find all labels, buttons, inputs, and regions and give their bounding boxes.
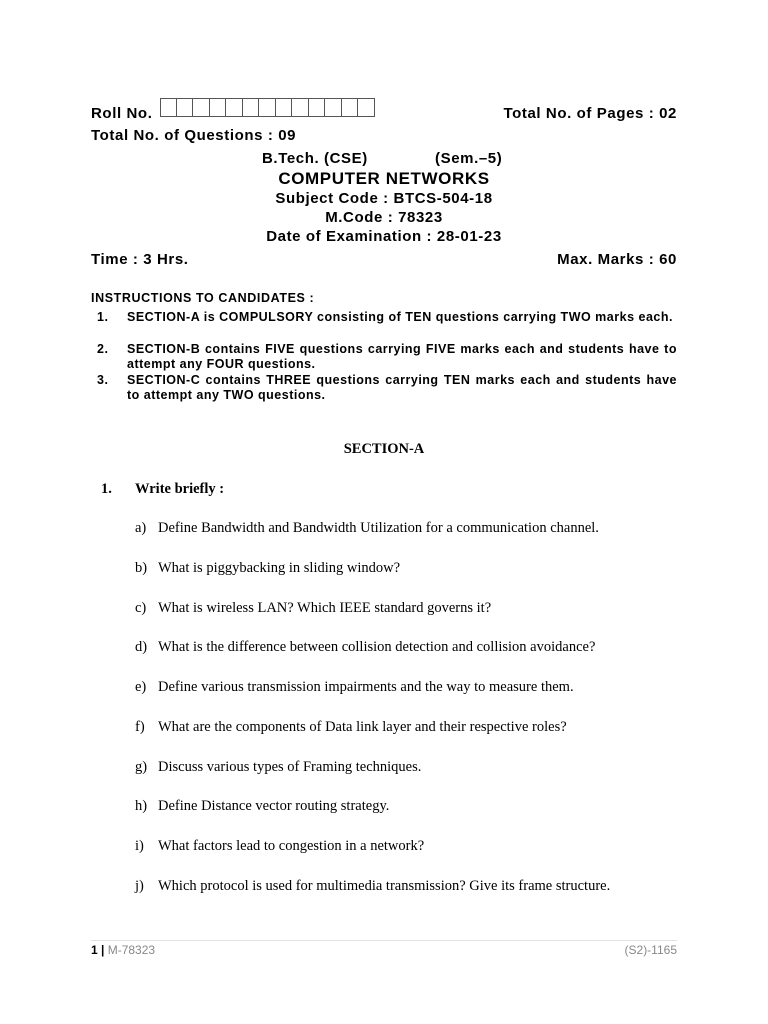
- m-code: M.Code : 78323: [325, 209, 443, 226]
- roll-no-box: [259, 98, 276, 117]
- sub-question: [135, 719, 567, 736]
- sub-question-label: d): [135, 639, 148, 655]
- question-title: Write briefly :: [135, 481, 225, 497]
- instruction-number: 3.: [97, 373, 109, 387]
- roll-no-box: [210, 98, 227, 117]
- sub-question-text: Discuss various types of Framing techniques.: [158, 759, 422, 775]
- roll-no-box: [243, 98, 260, 117]
- sub-question: [135, 759, 421, 776]
- sub-question-label: h): [135, 798, 148, 814]
- sub-question-label: c): [135, 600, 147, 616]
- instruction-text: SECTION-C contains THREE questions carrying TEN marks each and students have to attempt any TWO questions.: [127, 373, 677, 402]
- subject-code: Subject Code : BTCS-504-18: [275, 190, 493, 207]
- roll-no-box: [177, 98, 194, 117]
- instructions-heading: INSTRUCTIONS TO CANDIDATES :: [91, 291, 315, 305]
- max-marks: Max. Marks : 60: [557, 251, 677, 268]
- sub-question-label: e): [135, 679, 147, 695]
- sub-question-label: a): [135, 520, 147, 536]
- subject-title: COMPUTER NETWORKS: [278, 169, 490, 188]
- sub-question-text: What is wireless LAN? Which IEEE standard governs it?: [158, 600, 492, 616]
- sub-question-label: f): [135, 719, 145, 735]
- roll-no-label: Roll No.: [91, 105, 153, 122]
- sub-question-label: b): [135, 560, 148, 576]
- semester: (Sem.–5): [435, 150, 503, 167]
- sub-question-text: What is the difference between collision detection and collision avoidance?: [158, 639, 596, 655]
- section-a-title: SECTION-A: [343, 441, 425, 457]
- roll-no-box: [160, 98, 177, 117]
- sub-question: [135, 639, 595, 656]
- sub-question-label: j): [135, 878, 144, 894]
- roll-no-boxes: [160, 98, 375, 117]
- time: Time : 3 Hrs.: [91, 251, 189, 268]
- sub-question-text: What factors lead to congestion in a network?: [158, 838, 425, 854]
- sub-question-text: Which protocol is used for multimedia transmission? Give its frame structure.: [158, 878, 611, 894]
- sub-question: [135, 878, 610, 895]
- total-pages: Total No. of Pages : 02: [503, 105, 677, 122]
- roll-no-box: [292, 98, 309, 117]
- instruction-number: 1.: [97, 310, 109, 324]
- sub-question-text: What are the components of Data link layer and their respective roles?: [158, 719, 567, 735]
- sub-question-text: What is piggybacking in sliding window?: [158, 560, 401, 576]
- roll-no-box: [309, 98, 326, 117]
- footer-code-right: (S2)-1165: [624, 943, 677, 957]
- sub-question-text: Define various transmission impairments and the way to measure them.: [158, 679, 574, 695]
- course: B.Tech. (CSE): [262, 150, 368, 167]
- sub-question: [135, 560, 400, 577]
- roll-no-box: [342, 98, 359, 117]
- exam-date: Date of Examination : 28-01-23: [266, 228, 502, 245]
- sub-question: [135, 838, 424, 855]
- sub-question-text: Define Distance vector routing strategy.: [158, 798, 390, 814]
- sub-question-text: Define Bandwidth and Bandwidth Utilization for a communication channel.: [158, 520, 599, 536]
- roll-no-box: [325, 98, 342, 117]
- footer-left: [91, 943, 155, 957]
- sub-question: [135, 798, 389, 815]
- sub-question: [135, 600, 491, 617]
- roll-no-box: [226, 98, 243, 117]
- sub-question: [135, 679, 574, 696]
- footer-page-number: 1 |: [91, 943, 105, 957]
- roll-no-box: [193, 98, 210, 117]
- sub-question-label: g): [135, 759, 148, 775]
- roll-no-box: [358, 98, 375, 117]
- footer-code-left: M-78323: [107, 943, 156, 957]
- instruction-text: SECTION-B contains FIVE questions carrying FIVE marks each and students have to attempt any FOUR questions.: [127, 342, 677, 371]
- footer-divider: [91, 940, 677, 941]
- sub-question-label: i): [135, 838, 144, 854]
- roll-no-box: [276, 98, 293, 117]
- sub-question: [135, 520, 599, 537]
- question-number: 1.: [101, 481, 112, 497]
- total-questions: Total No. of Questions : 09: [91, 127, 297, 144]
- instruction-text: SECTION-A is COMPULSORY consisting of TEN questions carrying TWO marks each.: [127, 310, 673, 324]
- instruction-number: 2.: [97, 342, 109, 356]
